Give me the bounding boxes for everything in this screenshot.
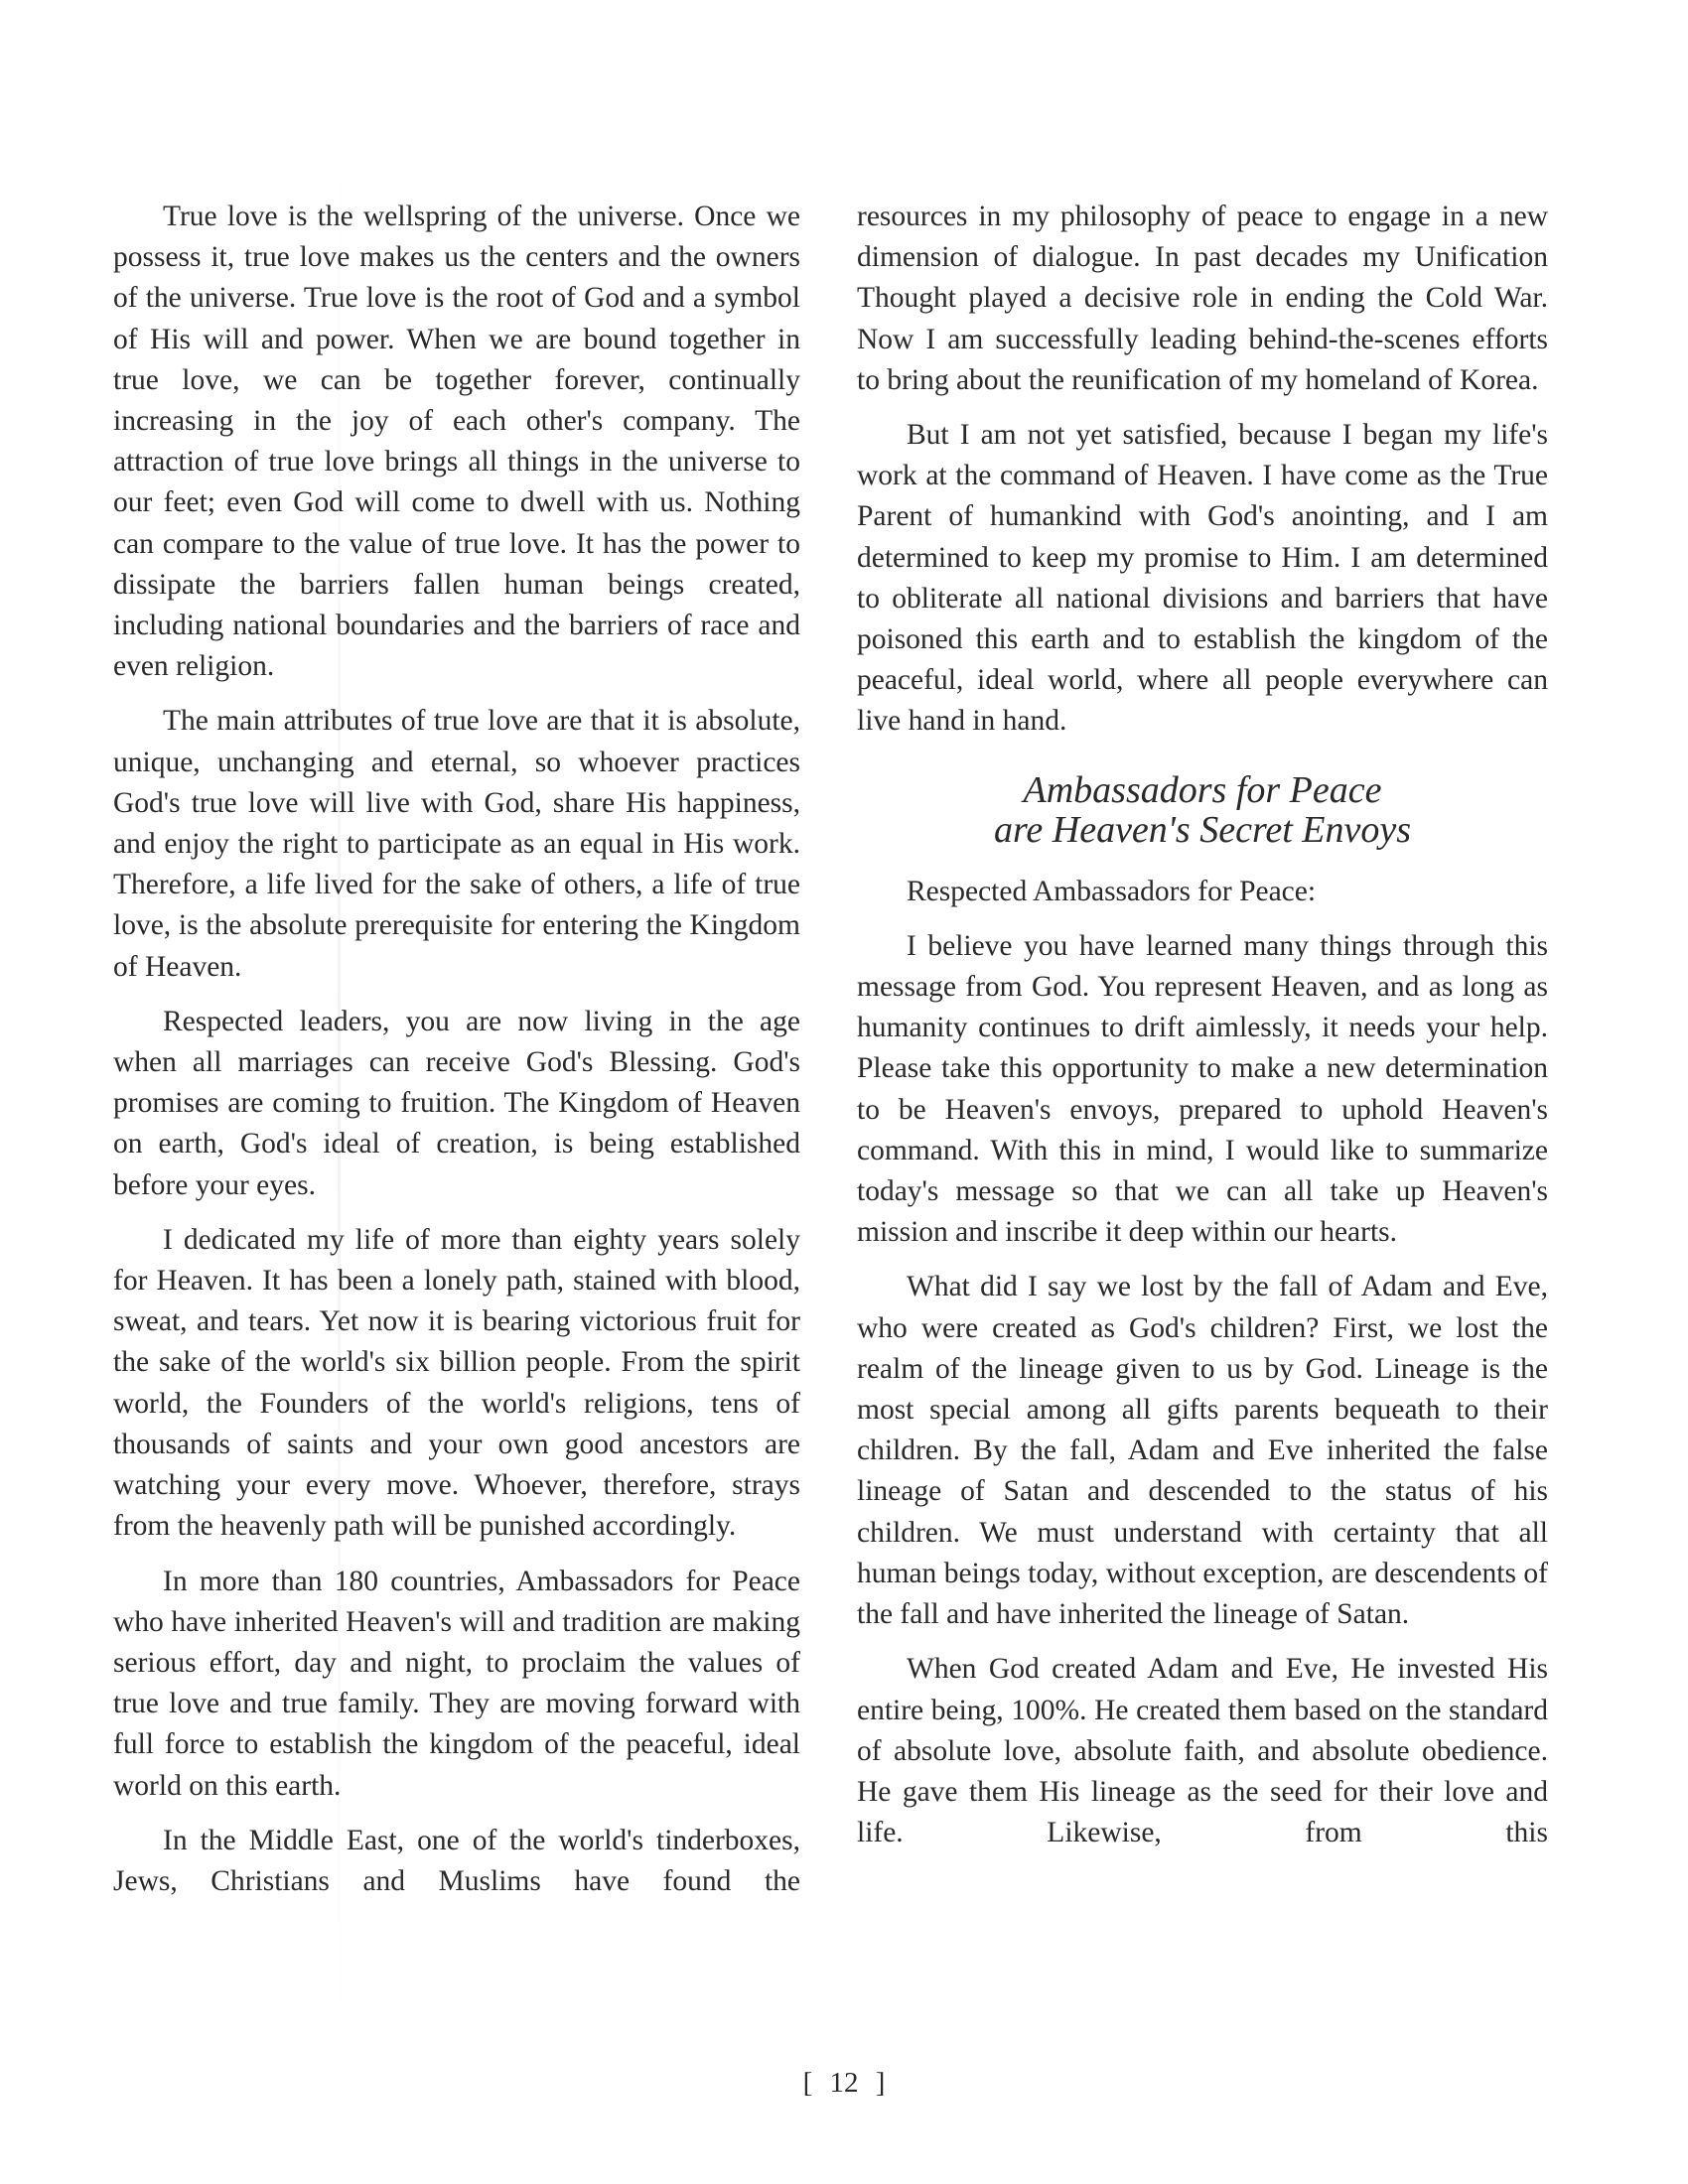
paragraph: But I am not yet satisfied, because I began my life's work at the command of Heaven. I have come as the True Parent of humankind with God's anointing, and I am determined to keep my promise to Him. I am determined to obliterate all national divisions and barriers that have poisoned this earth and to establish the kingdom of the peaceful, ideal world, where all people everywhere can live hand in hand. <box>857 419 1548 738</box>
salutation: Respected Ambassadors for Peace: <box>907 875 1317 907</box>
paragraph: I believe you have learned many things through this message from God. You represent Heaven, and as long as humanity continues to drift aimlessly, it needs your help. Please take this opportunity to make a new determination to be Heaven's envoys, prepared to uphold Heaven's command. With this in mind, I would like to summarize today's message so that we can all take up Heaven's mission and inscribe it deep within our hearts. <box>857 929 1548 1249</box>
paragraph: True love is the wellspring of the universe. Once we possess it, true love makes us the centers and the owners of the universe. True love is the root of God and a symbol of His will and power. When we are bound together in true love, we can be together forever, continually increasing in the joy of each other's company. The attraction of true love brings all things in the universe to our feet; even God will come to dwell with us. Nothing can compare to the value of true love. It has the power to dissipate the barriers fallen human beings created, including national boundaries and the barriers of race and even religion. <box>113 201 800 683</box>
paragraph: Respected leaders, you are now living in the age when all marriages can receive God's Blessing. God's promises are coming to fruition. The Kingdom of Heaven on earth, God's ideal of creation, is being established before your eyes. <box>113 1005 800 1201</box>
paragraph: The main attributes of true love are that it is absolute, unique, unchanging and eternal, so whoever practices God's true love will live with God, share His happiness, and enjoy the right to participate as an equal in His work. Therefore, a life lived for the sake of others, a life of true love, is the absolute prerequisite for entering the Kingdom of Heaven. <box>113 705 800 983</box>
paragraph: In the Middle East, one of the world's tinderboxes, Jews, Christians and Muslims have found the <box>113 1824 800 1897</box>
section-heading-line2: are Heaven's Secret Envoys <box>994 808 1411 851</box>
paragraph: In more than 180 countries, Ambassadors for Peace who have inherited Heaven's will and tradition are making serious effort, day and night, to proclaim the values of true love and true family. They are moving forward with full force to establish the kingdom of the peaceful, ideal world on this earth. <box>113 1565 800 1802</box>
paragraph: I dedicated my life of more than eighty years solely for Heaven. It has been a lonely path, stained with blood, sweat, and tears. Yet now it is bearing victorious fruit for the sake of the world's six billion people. From the spirit world, the Founders of the world's religions, tens of thousands of saints and your own good ancestors are watching your every move. Whoever, therefore, strays from the heavenly path will be punished accordingly. <box>113 1223 800 1543</box>
paragraph: What did I say we lost by the fall of Adam and Eve, who were created as God's children? First, we lost the realm of the lineage given to us by God. Lineage is the most special among all gifts parents bequeath to their children. By the fall, Adam and Eve inherited the false lineage of Satan and descended to the status of his children. We must understand with certainty that all human beings today, without exception, are descendents of the fall and have inherited the lineage of Satan. <box>857 1271 1548 1631</box>
section-heading-line1: Ambassadors for Peace <box>1023 768 1382 811</box>
page-number: [ 12 ] <box>802 2067 886 2099</box>
right-column <box>857 197 1548 1867</box>
paragraph: When God created Adam and Eve, He invested His entire being, 100%. He created them based on the standard of absolute love, absolute faith, and absolute obedience. He gave them His lineage as the seed for their love and life. Likewise, from this <box>857 1653 1548 1849</box>
left-column <box>113 197 800 1916</box>
section-heading <box>857 770 1548 850</box>
paragraph: resources in my philosophy of peace to engage in a new dimension of dialogue. In past decades my Unification Thought played a decisive role in ending the Cold War. Now I am successfully leading behind-the-scenes efforts to bring about the reunification of my homeland of Korea. <box>857 201 1548 396</box>
